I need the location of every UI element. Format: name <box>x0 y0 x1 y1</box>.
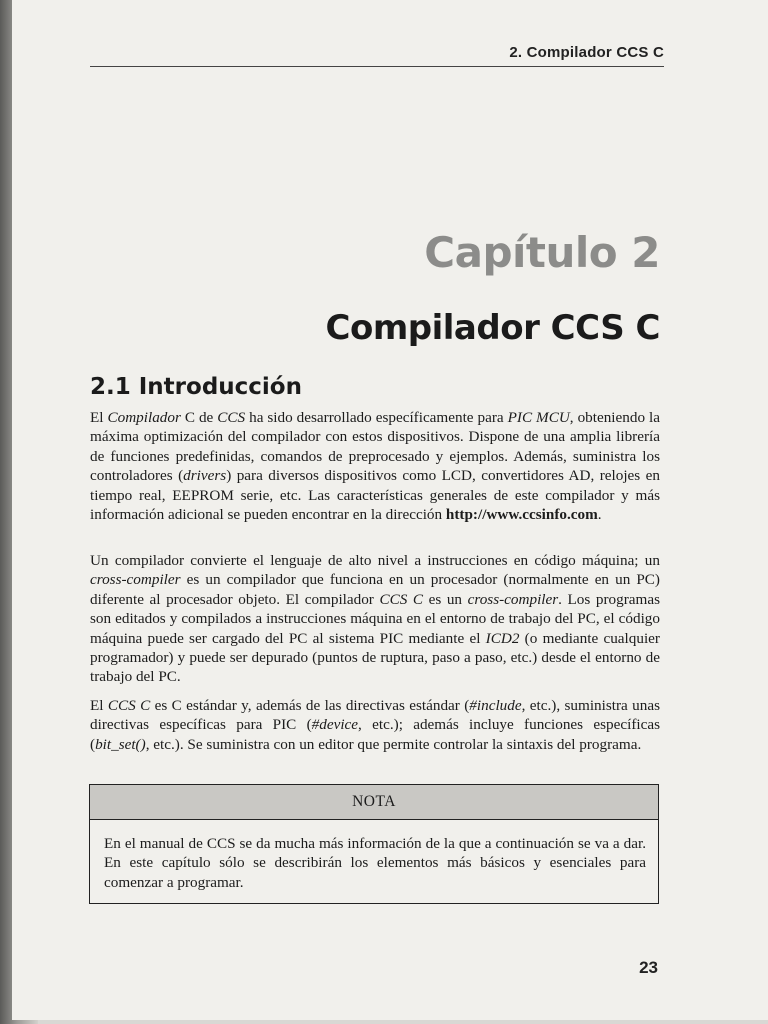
term-bit-set: bit_set() <box>95 735 146 753</box>
note-text: En el manual de CCS se da mucha más información de la que a continuación se va a dar. En este capítulo sólo se describirán los elementos más básicos y esenciales para comenzar a programar. <box>104 835 646 891</box>
intro-paragraph-1: El Compilador C de CCS ha sido desarrollado específicamente para PIC MCU, obteniendo la máxima optimización del compilador con estos dispositivos. Dispone de una amplia librería de funciones predefinidas, comandos de preprocesado y ejemplos. Además, suministra los controladores (drivers) para diversos dispositivos como LCD, convertidores AD, relojes en tiempo real, EEPROM serie, etc. Las características generales de este compilador y más información adicional se pueden encontrar en la dirección http://www.ccsinfo.com. <box>90 409 660 524</box>
term-drivers: drivers <box>183 467 227 485</box>
header-divider <box>90 66 664 67</box>
intro-paragraph-2: Un compilador convierte el lenguaje de alto nivel a instrucciones en código máquina; un cross-compiler es un compilador que funciona en un procesador (normalmente en un PC) diferente al procesador objeto. El compilador CCS C es un cross-compiler. Los programas son editados y compilados a instrucciones máquina en el entorno de trabajo del PC, el código máquina puede ser cargado del PC al sistema PIC mediante el ICD2 (o mediante cualquier programador) y puede ser depurado (puntos de ruptura, paso a paso, etc.) desde el entorno de trabajo del PC. <box>90 552 660 686</box>
page-number: 23 <box>639 958 658 977</box>
section-heading: 2.1 Introducción <box>90 374 302 400</box>
term-icd2: ICD2 <box>485 629 520 647</box>
term-compilador: Compilador <box>107 409 181 426</box>
intro-paragraph-3: El CCS C es C estándar y, además de las directivas estándar (#include, etc.), suministra unas directivas específicas para PIC (#device, etc.); además incluye funciones específicas (bit_set(), etc.). Se suministra con un editor que permite controlar la sintaxis del programa. <box>90 697 661 753</box>
chapter-title: Compilador CCS C <box>325 308 660 348</box>
term-cross-compiler: cross-compiler <box>90 571 181 589</box>
term-ccs-c: CCS C <box>107 697 151 714</box>
term-device: #device <box>311 716 359 734</box>
running-header: 2. Compilador CCS C <box>509 44 664 61</box>
ccs-url: http://www.ccsinfo.com <box>445 506 598 524</box>
term-ccs: CCS <box>217 409 246 426</box>
term-include: #include <box>469 697 522 714</box>
term-pic-mcu: PIC MCU <box>507 409 570 426</box>
note-box <box>89 784 659 904</box>
chapter-number: Capítulo 2 <box>424 228 660 277</box>
term-ccs-c: CCS C <box>379 590 424 608</box>
note-title: NOTA <box>90 785 658 820</box>
term-cross-compiler-2: cross-compiler <box>467 590 559 608</box>
